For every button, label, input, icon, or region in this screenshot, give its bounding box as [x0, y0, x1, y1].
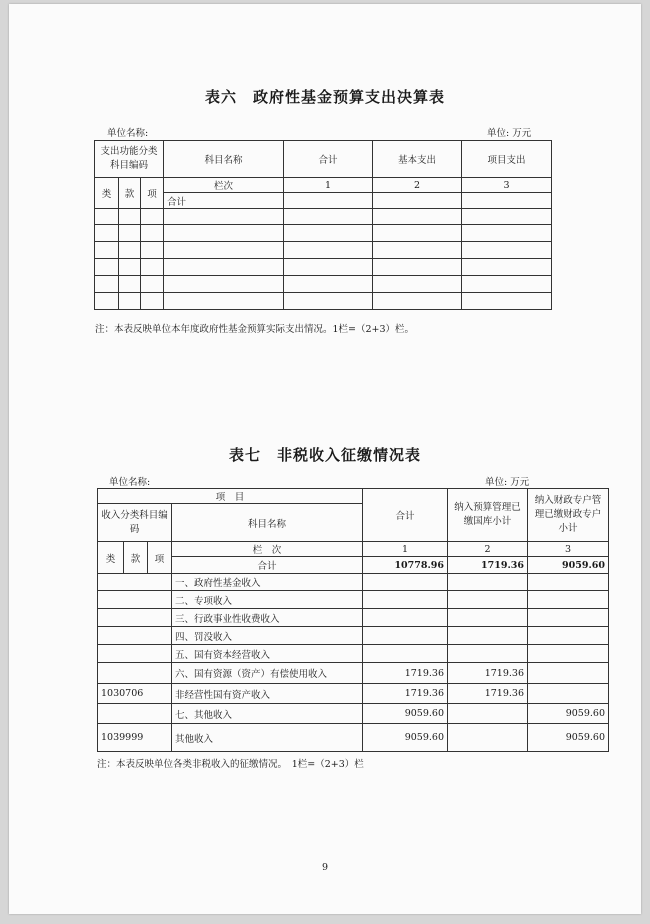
table-row [98, 591, 609, 609]
table7-header-item: 项 目 [98, 489, 363, 504]
table7-sum-total: 10778.96 [363, 557, 448, 574]
row-total: 9059.60 [363, 724, 448, 752]
table7-header-lei: 类 [98, 542, 124, 574]
table6-unit-label: 单位: 万元 [487, 128, 532, 139]
table-row [98, 627, 609, 645]
table6-row [95, 225, 552, 242]
table6-col3: 3 [462, 178, 552, 193]
row-name: 五、国有资本经营收入 [172, 645, 363, 663]
table6-sum-label: 合计 [164, 193, 284, 209]
row-code [98, 574, 172, 591]
table6-row [95, 293, 552, 310]
table6-lanci: 栏次 [164, 178, 284, 193]
row-special [528, 627, 609, 645]
row-code [98, 627, 172, 645]
table-row [98, 704, 609, 724]
table7-header-total: 合计 [363, 489, 448, 542]
row-name: 二、专项收入 [172, 591, 363, 609]
table7-lanci: 栏 次 [172, 542, 363, 557]
table6-header-name: 科目名称 [164, 141, 284, 178]
table-row [98, 645, 609, 663]
table-row [98, 663, 609, 684]
table7-header-name: 科目名称 [172, 504, 363, 542]
table6-header-kuan: 款 [119, 178, 141, 209]
row-treasury [448, 627, 528, 645]
table7-header-kuan: 款 [124, 542, 148, 574]
table-row [98, 684, 609, 704]
table6-row [95, 209, 552, 225]
row-treasury [448, 645, 528, 663]
table7-header-xiang: 项 [148, 542, 172, 574]
table-row [98, 609, 609, 627]
table6-header-xiang: 项 [141, 178, 164, 209]
row-total [363, 609, 448, 627]
row-treasury [448, 591, 528, 609]
table6-header-total: 合计 [284, 141, 373, 178]
row-total [363, 574, 448, 591]
row-special [528, 684, 609, 704]
row-treasury: 1719.36 [448, 684, 528, 704]
row-name: 四、罚没收入 [172, 627, 363, 645]
table7-unit-name-label: 单位名称: [109, 477, 151, 488]
table6-header-code: 支出功能分类科目编码 [95, 141, 164, 178]
row-code [98, 645, 172, 663]
table7-header-special: 纳入财政专户管理已缴财政专户小计 [528, 489, 609, 542]
row-name: 一、政府性基金收入 [172, 574, 363, 591]
row-code [98, 663, 172, 684]
table7 [97, 488, 609, 752]
table6-note: 注：本表反映单位本年度政府性基金预算实际支出情况。1栏=（2+3）栏。 [95, 324, 415, 335]
row-code: 1039999 [98, 724, 172, 752]
table7-title: 表七 非税收入征缴情况表 [228, 446, 421, 464]
row-total [363, 591, 448, 609]
row-special: 9059.60 [528, 704, 609, 724]
row-name: 七、其他收入 [172, 704, 363, 724]
table6-title: 表六 政府性基金预算支出决算表 [204, 88, 445, 106]
row-code [98, 591, 172, 609]
table6-header-basic: 基本支出 [373, 141, 462, 178]
table6-row [95, 242, 552, 259]
row-treasury [448, 724, 528, 752]
table6-sum-total [284, 193, 373, 209]
table7-note: 注：本表反映单位各类非税收入的征缴情况。 1栏=（2+3）栏 [97, 759, 364, 770]
page-number: 9 [321, 862, 329, 873]
row-special [528, 645, 609, 663]
document-page [9, 4, 641, 914]
table7-sum-label: 合计 [172, 557, 363, 574]
row-special: 9059.60 [528, 724, 609, 752]
row-special [528, 574, 609, 591]
row-treasury: 1719.36 [448, 663, 528, 684]
row-special [528, 591, 609, 609]
row-name: 六、国有资源（资产）有偿使用收入 [172, 663, 363, 684]
table6-row [95, 259, 552, 276]
table6-header-project: 项目支出 [462, 141, 552, 178]
row-code [98, 704, 172, 724]
row-treasury [448, 609, 528, 627]
row-treasury [448, 704, 528, 724]
row-special [528, 663, 609, 684]
row-total [363, 627, 448, 645]
table6-row [95, 276, 552, 293]
row-name: 非经营性国有资产收入 [172, 684, 363, 704]
table7-header-treasury: 纳入预算管理已缴国库小计 [448, 489, 528, 542]
table6 [94, 140, 552, 310]
row-total: 1719.36 [363, 684, 448, 704]
table6-col2: 2 [373, 178, 462, 193]
table7-header-code: 收入分类科目编码 [98, 504, 172, 542]
table6-sum-basic [373, 193, 462, 209]
table6-sum-project [462, 193, 552, 209]
table-row [98, 724, 609, 752]
row-code: 1030706 [98, 684, 172, 704]
table7-unit-label: 单位: 万元 [485, 477, 530, 488]
row-total: 9059.60 [363, 704, 448, 724]
table6-header-lei: 类 [95, 178, 119, 209]
row-name: 三、行政事业性收费收入 [172, 609, 363, 627]
table7-col3: 3 [528, 542, 609, 557]
row-code [98, 609, 172, 627]
row-special [528, 609, 609, 627]
row-treasury [448, 574, 528, 591]
table6-col1: 1 [284, 178, 373, 193]
table7-col1: 1 [363, 542, 448, 557]
table7-col2: 2 [448, 542, 528, 557]
row-total [363, 645, 448, 663]
table7-sum-special: 9059.60 [528, 557, 609, 574]
row-name: 其他收入 [172, 724, 363, 752]
table6-unit-name-label: 单位名称: [107, 128, 149, 139]
table7-sum-treasury: 1719.36 [448, 557, 528, 574]
row-total: 1719.36 [363, 663, 448, 684]
table-row [98, 574, 609, 591]
